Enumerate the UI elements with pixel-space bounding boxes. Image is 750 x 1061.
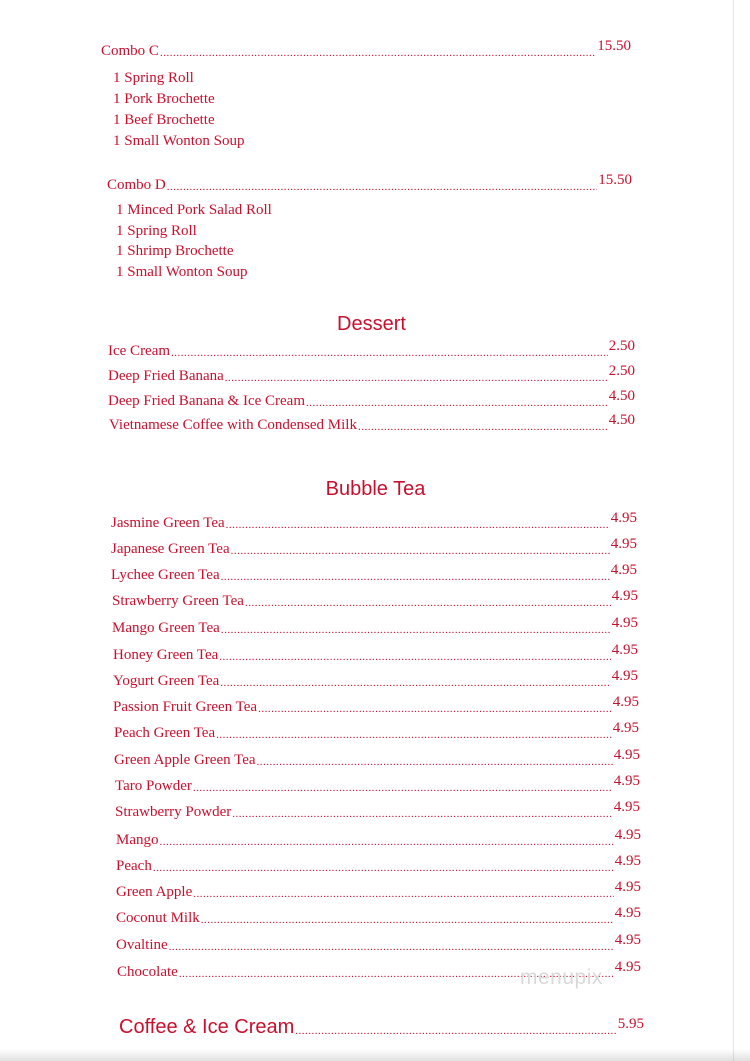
item-price: 4.95 — [613, 799, 640, 815]
item-name: Passion Fruit Green Tea — [113, 699, 258, 715]
item-name: Honey Green Tea — [113, 647, 219, 663]
section-heading-bubble-tea: Bubble Tea — [325, 478, 426, 500]
item-price: 4.95 — [610, 536, 637, 552]
leader-dots — [225, 369, 608, 387]
bubble-tea-item-row — [112, 588, 638, 611]
leader-dots — [169, 938, 614, 956]
item-name: Japanese Green Tea — [111, 541, 230, 557]
item-price: 4.95 — [614, 932, 641, 948]
combo-price: 15.50 — [598, 172, 632, 188]
watermark-logo: menupix — [520, 966, 603, 989]
item-name: Green Apple Green Tea — [114, 752, 256, 768]
combo-name: Combo C — [101, 43, 159, 59]
bubble-tea-item-row — [113, 642, 638, 665]
item-price: 4.95 — [611, 668, 638, 684]
item-price: 4.95 — [613, 747, 640, 763]
leader-dots — [295, 1022, 616, 1040]
item-price: 4.95 — [614, 879, 641, 895]
item-price: 4.95 — [612, 720, 639, 736]
item-price: 4.95 — [614, 853, 641, 869]
item-name: Mango Green Tea — [112, 620, 220, 636]
combo-item: 1 Spring Roll — [113, 70, 194, 86]
leader-dots — [193, 779, 613, 797]
leader-dots — [153, 859, 614, 877]
leader-dots — [232, 805, 613, 823]
leader-dots — [221, 568, 610, 586]
item-name: Lychee Green Tea — [111, 567, 220, 583]
coffee-ice-cream-row — [119, 1018, 644, 1039]
bubble-tea-item-row — [111, 536, 637, 559]
item-price: 4.95 — [614, 959, 641, 975]
item-name: Peach Green Tea — [114, 725, 216, 741]
item-price: 4.95 — [614, 827, 641, 843]
bubble-tea-item-row — [113, 668, 638, 691]
bubble-tea-item-row — [114, 747, 640, 770]
page-bottom-shadow — [0, 1049, 750, 1061]
item-price: 2.50 — [608, 338, 635, 354]
dessert-item-row — [108, 363, 635, 386]
leader-dots — [358, 418, 608, 436]
item-name: Deep Fried Banana & Ice Cream — [108, 393, 305, 409]
item-name: Ovaltine — [116, 937, 168, 953]
item-name: Vietnamese Coffee with Condensed Milk — [109, 417, 357, 433]
section-heading-dessert: Dessert — [337, 313, 406, 335]
item-name: Strawberry Green Tea — [112, 593, 244, 609]
leader-dots — [258, 700, 612, 718]
page-edge — [733, 0, 734, 1061]
bubble-tea-item-row — [115, 799, 640, 822]
item-price: 4.95 — [612, 694, 639, 710]
item-price: 4.95 — [614, 905, 641, 921]
combo-item: 1 Pork Brochette — [113, 91, 215, 107]
item-price: 4.95 — [613, 773, 640, 789]
item-name: Strawberry Powder — [115, 804, 232, 820]
leader-dots — [231, 542, 610, 560]
leader-dots — [160, 44, 596, 62]
item-price: 2.50 — [608, 363, 635, 379]
item-price: 4.95 — [611, 615, 638, 631]
bubble-tea-item-row — [116, 879, 641, 902]
combo-item: 1 Beef Brochette — [113, 112, 215, 128]
item-name: Jasmine Green Tea — [111, 515, 225, 531]
item-price: 4.95 — [610, 510, 637, 526]
leader-dots — [245, 594, 611, 612]
combo-item: 1 Spring Roll — [116, 223, 197, 239]
bubble-tea-item-row — [116, 853, 641, 876]
item-price: 4.50 — [608, 412, 635, 428]
item-price: 4.95 — [610, 562, 637, 578]
item-name: Ice Cream — [108, 343, 171, 359]
item-price: 5.95 — [617, 1016, 644, 1032]
leader-dots — [221, 621, 611, 639]
bubble-tea-item-row — [116, 827, 641, 850]
item-name: Yogurt Green Tea — [113, 673, 220, 689]
item-name: Chocolate — [117, 964, 178, 980]
combo-d-row — [107, 172, 632, 195]
bubble-tea-item-row — [116, 932, 641, 955]
bubble-tea-item-row — [115, 773, 640, 796]
item-name: Peach — [116, 858, 152, 874]
item-price: 4.50 — [608, 388, 635, 404]
combo-price: 15.50 — [597, 38, 631, 54]
leader-dots — [201, 911, 614, 929]
leader-dots — [226, 516, 610, 534]
item-price: 4.95 — [611, 588, 638, 604]
item-price: 4.95 — [611, 642, 638, 658]
leader-dots — [171, 344, 608, 362]
item-name: Taro Powder — [115, 778, 192, 794]
leader-dots — [220, 674, 610, 692]
combo-item: 1 Minced Pork Salad Roll — [116, 202, 272, 218]
item-name: Mango — [116, 832, 159, 848]
combo-name: Combo D — [107, 177, 166, 193]
bubble-tea-item-row — [111, 562, 637, 585]
bubble-tea-item-row — [114, 720, 639, 743]
combo-c-row — [101, 38, 631, 61]
leader-dots — [216, 726, 612, 744]
dessert-item-row — [108, 388, 635, 411]
combo-item: 1 Small Wonton Soup — [116, 264, 248, 280]
combo-item: 1 Shrimp Brochette — [116, 243, 234, 259]
leader-dots — [160, 833, 614, 851]
item-name: Deep Fried Banana — [108, 368, 224, 384]
leader-dots — [306, 394, 608, 412]
leader-dots — [193, 885, 614, 903]
leader-dots — [167, 178, 597, 196]
leader-dots — [219, 648, 610, 666]
dessert-item-row — [108, 338, 635, 361]
section-heading-coffee-ice-cream: Coffee & Ice Cream — [119, 1016, 295, 1038]
bubble-tea-item-row — [113, 694, 639, 717]
bubble-tea-item-row — [112, 615, 638, 638]
bubble-tea-item-row — [116, 905, 641, 928]
bubble-tea-item-row — [111, 510, 637, 533]
dessert-item-row — [109, 412, 635, 435]
item-name: Green Apple — [116, 884, 193, 900]
item-name: Coconut Milk — [116, 910, 200, 926]
leader-dots — [257, 753, 613, 771]
combo-item: 1 Small Wonton Soup — [113, 133, 245, 149]
